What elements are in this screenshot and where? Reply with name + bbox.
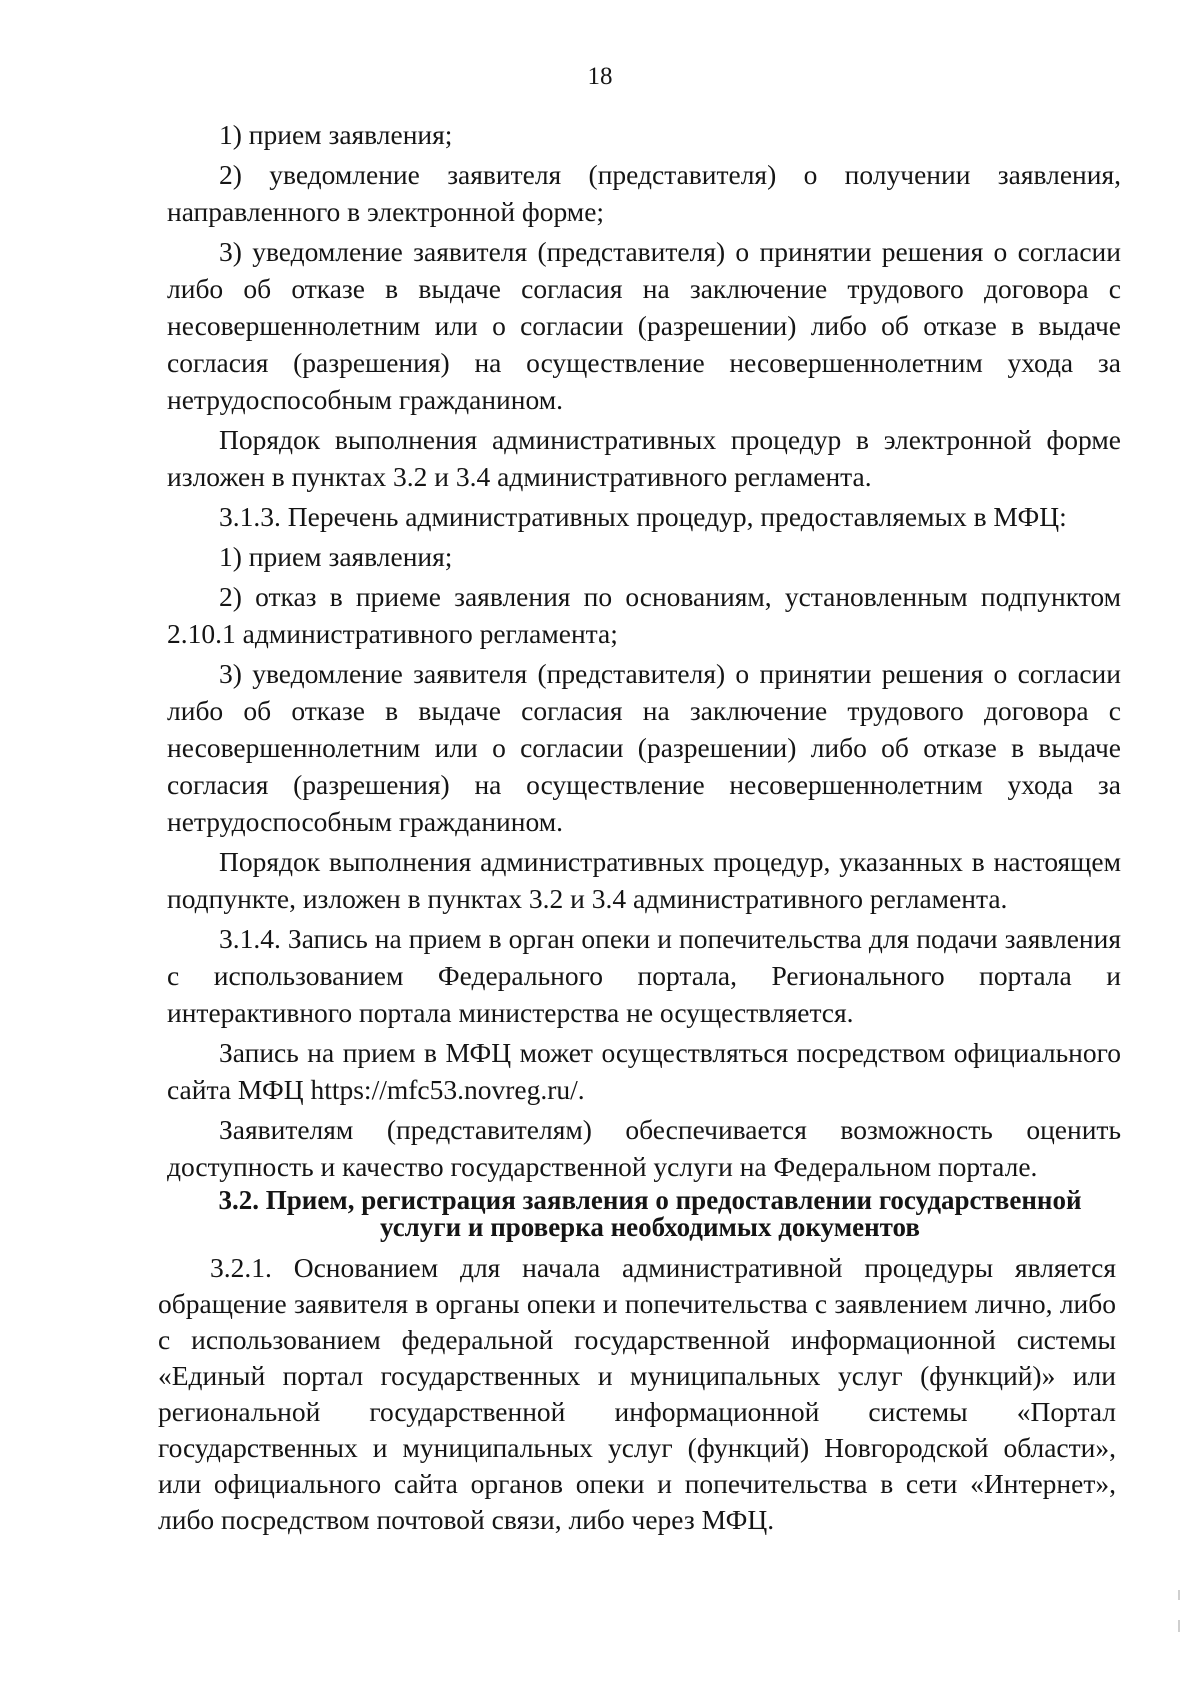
- paragraph: 3.2.1. Основанием для начала административной процедуры является обращение заявителя в органы опеки и попечительства с заявлением лично, либо с использованием федеральной государственной информационной системы «Единый портал государственных и муниципальных услуг (функций)» или региональной государственной информационной системы «Портал государственных и муниципальных услуг (функций) Новгородской области», или официального сайта органов опеки и попечительства в сети «Интернет», либо посредством почтовой связи, либо через МФЦ.: [158, 1252, 1116, 1535]
- page-number: 18: [587, 63, 613, 90]
- body-text: [167, 116, 1121, 1185]
- paragraph: 3.1.3. Перечень административных процедур, предоставляемых в МФЦ:: [219, 501, 1067, 532]
- paragraph: 3) уведомление заявителя (представителя) о принятии решения о согласии либо об отказе в выдаче согласия на заключение трудового договора с несовершеннолетним или о согласии (разрешении) либо об отказе в выдаче согласия (разрешения) на осуществление несовершеннолетним ухода за нетрудоспособным гражданином.: [167, 236, 1121, 415]
- paragraph: 3.1.4. Запись на прием в орган опеки и попечительства для подачи заявления с использованием Федерального портала, Регионального портала и интерактивного портала министерства не осуществляется.: [167, 923, 1121, 1028]
- paragraph: 2) уведомление заявителя (представителя) о получении заявления, направленного в электронной форме;: [167, 159, 1121, 227]
- paragraph: 1) прием заявления;: [219, 541, 453, 572]
- paragraph: Запись на прием в МФЦ может осуществляться посредством официального сайта МФЦ https://mfc53.novreg.ru/.: [167, 1037, 1121, 1105]
- paragraph: Порядок выполнения административных процедур в электронной форме изложен в пунктах 3.2 и 3.4 административного регламента.: [167, 424, 1121, 492]
- section-body: [158, 1250, 1116, 1538]
- paragraph: 2) отказ в приеме заявления по основаниям, установленным подпунктом 2.10.1 административного регламента;: [167, 581, 1121, 649]
- scan-mark: [1178, 1590, 1180, 1600]
- paragraph: 1) прием заявления;: [219, 119, 453, 150]
- paragraph: Порядок выполнения административных процедур, указанных в настоящем подпункте, изложен в пунктах 3.2 и 3.4 административного регламента.: [167, 846, 1121, 914]
- section-heading: 3.2. Прием, регистрация заявления о предоставлении государственной услуги и проверка необходимых документов: [218, 1185, 1082, 1242]
- paragraph: 3) уведомление заявителя (представителя) о принятии решения о согласии либо об отказе в выдаче согласия на заключение трудового договора с несовершеннолетним или о согласии (разрешении) либо об отказе в выдаче согласия (разрешения) на осуществление несовершеннолетним ухода за нетрудоспособным гражданином.: [167, 658, 1121, 837]
- scan-mark: [1178, 1620, 1180, 1632]
- paragraph: Заявителям (представителям) обеспечивается возможность оценить доступность и качество государственной услуги на Федеральном портале.: [167, 1114, 1121, 1182]
